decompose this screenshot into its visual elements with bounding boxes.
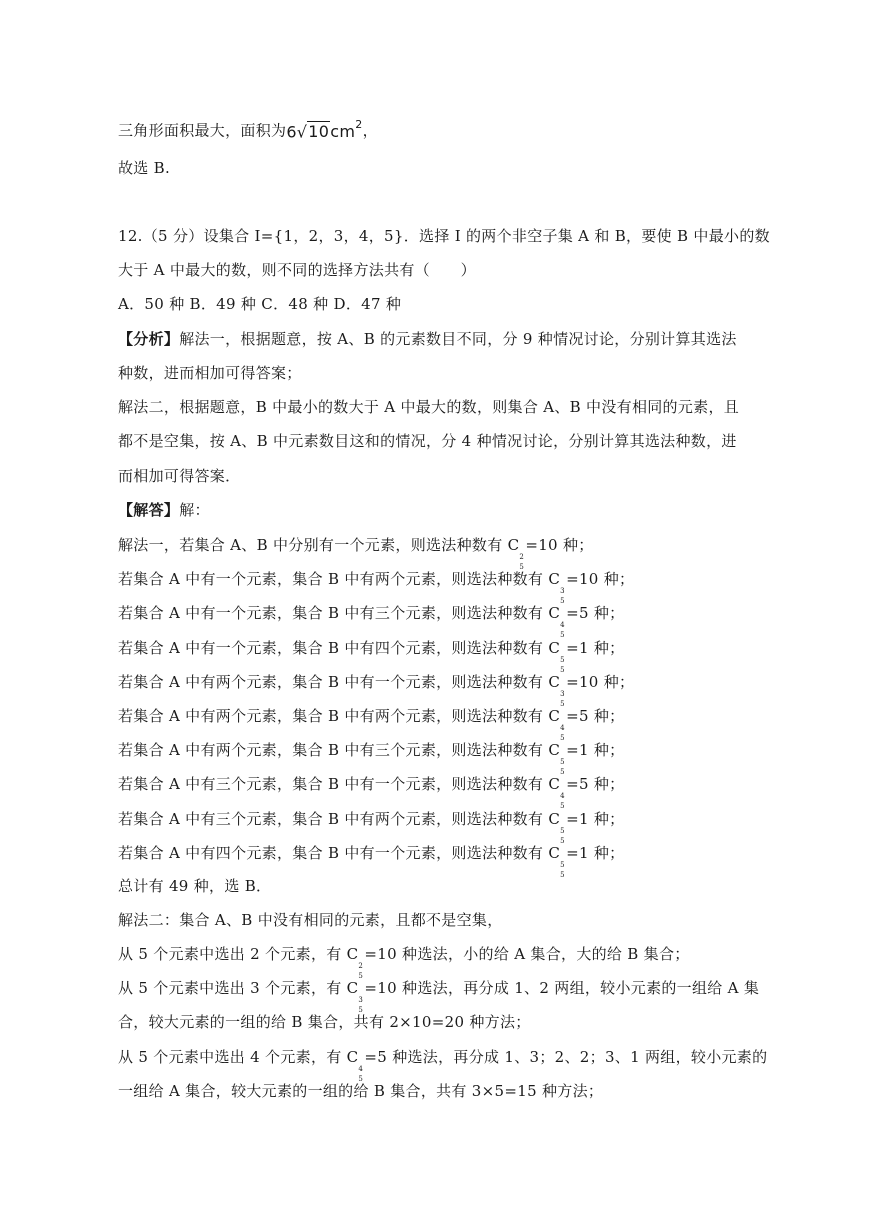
total-line: 总计有 49 种，选 B． bbox=[118, 877, 272, 895]
method-one-line: 解法一，若集合 A、B 中分别有一个元素，则选法种数有 C 2 5 =10 种； bbox=[118, 536, 594, 571]
method-two-line: 一组给 A 集合，较大元素的一组的给 B 集合，共有 3×5=15 种方法； bbox=[118, 1082, 604, 1100]
method-one-line: 若集合 A 中有三个元素，集合 B 中有两个元素，则选法种数有 C 5 5 =1 种； bbox=[118, 809, 625, 845]
choose-b-line: 故选 B. bbox=[118, 159, 171, 177]
question-stem: 12.（5 分）设集合 I={1，2，3，4，5}．选择 I 的两个非空子集 A 和 B，要使 B 中最小的数 bbox=[118, 227, 770, 245]
combination-symbol: C 5 5 bbox=[548, 638, 565, 674]
combination-symbol: C 4 5 bbox=[548, 604, 565, 640]
method-one-line: 若集合 A 中有一个元素，集合 B 中有两个元素，则选法种数有 C 3 5 =10 种； bbox=[118, 570, 635, 606]
method-one-line: 若集合 A 中有两个元素，集合 B 中有一个元素，则选法种数有 C 3 5 =10 种； bbox=[118, 672, 635, 708]
combination-symbol: C 5 5 bbox=[548, 741, 565, 777]
method-one-line: 若集合 A 中有一个元素，集合 B 中有三个元素，则选法种数有 C 4 5 =5 种； bbox=[118, 604, 625, 640]
method-one-line: 若集合 A 中有四个元素，集合 B 中有一个元素，则选法种数有 C 5 5 =1 种； bbox=[118, 843, 625, 879]
method-two-line: 从 5 个元素中选出 4 个元素，有 C 4 5 =5 种选法，再分成 1、3；2、2；3、1 两组，较小元素的 bbox=[118, 1048, 768, 1083]
combination-symbol: C 4 5 bbox=[548, 707, 565, 742]
analysis-tag: 【分析】 bbox=[118, 330, 180, 348]
combination-symbol: C 2 5 bbox=[346, 945, 364, 980]
answer-tag: 【解答】 bbox=[118, 501, 180, 519]
method-one-line: 若集合 A 中有两个元素，集合 B 中有两个元素，则选法种数有 C 4 5 =5 种； bbox=[118, 707, 625, 742]
analysis-line: 都不是空集，按 A、B 中元素数目这和的情况，分 4 种情况讨论，分别计算其选法种数，进 bbox=[118, 432, 737, 450]
method-one-line: 若集合 A 中有三个元素，集合 B 中有一个元素，则选法种数有 C 4 5 =5 种； bbox=[118, 775, 625, 811]
method-one-line: 若集合 A 中有两个元素，集合 B 中有三个元素，则选法种数有 C 5 5 =1 种； bbox=[118, 741, 625, 777]
method-one-line: 若集合 A 中有一个元素，集合 B 中有四个元素，则选法种数有 C 5 5 =1 种； bbox=[118, 638, 625, 674]
method-two-line: 从 5 个元素中选出 2 个元素，有 C 2 5 =10 种选法，小的给 A 集合，大的给 B 集合； bbox=[118, 945, 690, 980]
combination-symbol: C 5 5 bbox=[548, 843, 565, 879]
area-formula: $6√10cm^2$ bbox=[286, 118, 363, 142]
method-two-line: 从 5 个元素中选出 3 个元素，有 C 3 5 =10 种选法，再分成 1、2 两组，较小元素的一组给 A 集 bbox=[118, 979, 760, 1014]
analysis-line: 【分析】解法一，根据题意，按 A、B 的元素数目不同，分 9 种情况讨论，分别计算其选法 bbox=[118, 330, 737, 348]
combination-symbol: C 4 5 bbox=[548, 775, 565, 811]
combination-symbol: C 3 5 bbox=[346, 979, 364, 1014]
combination-symbol: C 5 5 bbox=[548, 809, 565, 845]
combination-symbol: C 4 5 bbox=[346, 1048, 364, 1083]
answer-head-line: 【解答】解： bbox=[118, 501, 210, 519]
question-options: A．50 种 B．49 种 C．48 种 D．47 种 bbox=[118, 295, 402, 313]
analysis-line: 而相加可得答案． bbox=[118, 467, 241, 485]
question-stem-cont: 大于 A 中最大的数，则不同的选择方法共有（ ） bbox=[118, 261, 476, 279]
area-result-line: 三角形面积最大，面积为$6√10cm^2$， bbox=[118, 118, 378, 142]
combination-symbol: C 3 5 bbox=[548, 672, 565, 708]
combination-symbol: C 3 5 bbox=[548, 570, 565, 606]
method-two-head: 解法二：集合 A、B 中没有相同的元素，且都不是空集， bbox=[118, 911, 503, 929]
method-two-line: 合，较大元素的一组的给 B 集合，共有 2×10=20 种方法； bbox=[118, 1013, 531, 1031]
combination-symbol: C 2 5 bbox=[507, 536, 525, 571]
analysis-line: 解法二，根据题意，B 中最小的数大于 A 中最大的数，则集合 A、B 中没有相同的元素，且 bbox=[118, 398, 740, 416]
analysis-line: 种数，进而相加可得答案； bbox=[118, 364, 302, 382]
